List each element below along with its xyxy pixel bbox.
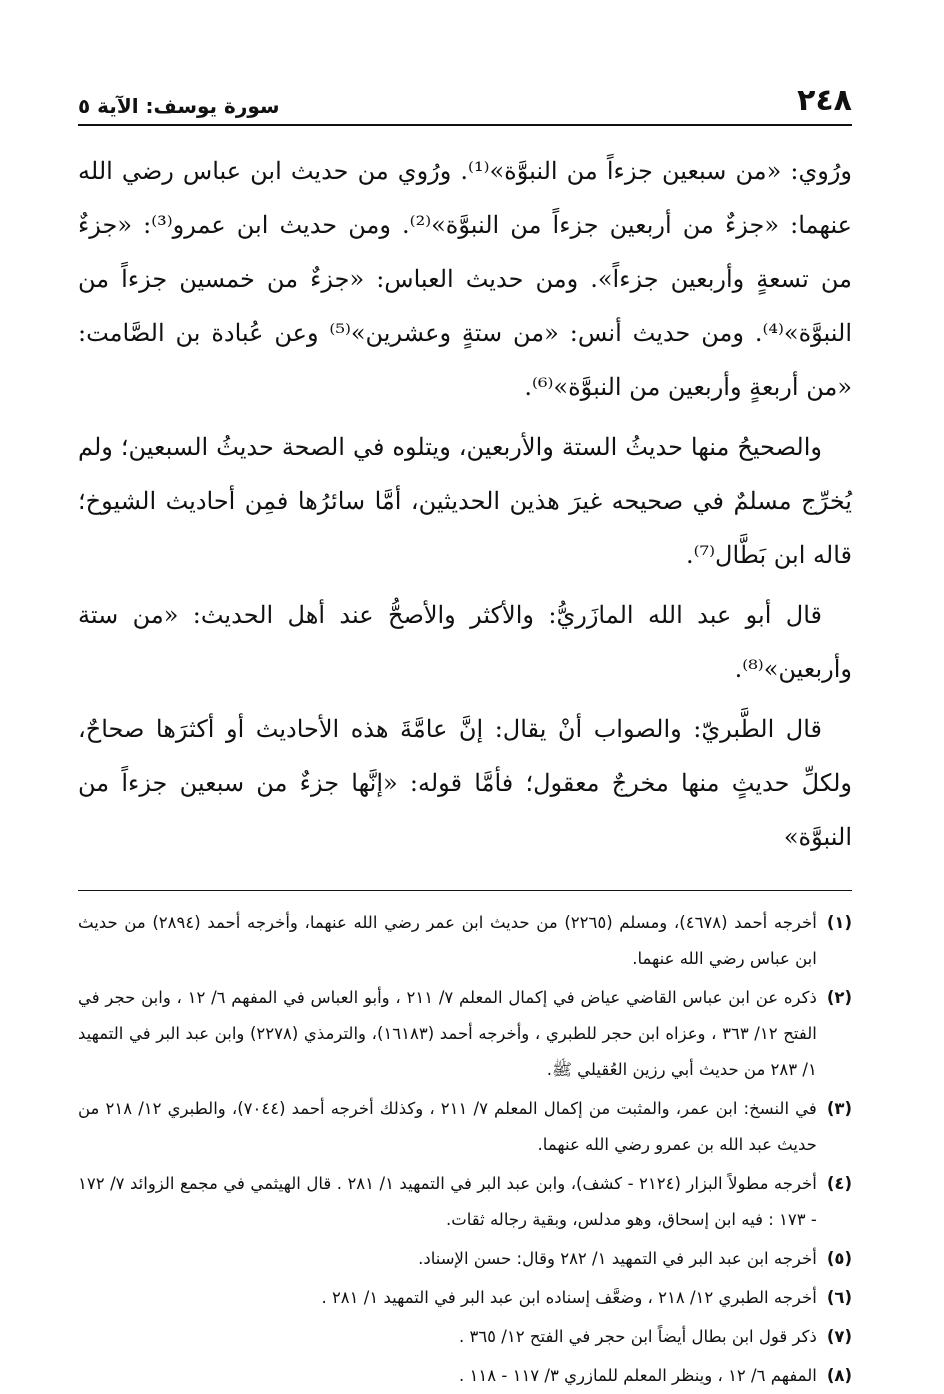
footnote [78, 1091, 852, 1163]
footnote-number: (٤) [826, 1174, 852, 1193]
footnote [78, 1358, 852, 1394]
paragraph: قال أبو عبد الله المازَريُّ: والأكثر والأصحُّ عند أهل الحديث: «من ستة وأربعين»⁽⁸⁾. [78, 601, 852, 683]
footnote-text: ذكر قول ابن بطال أيضاً ابن حجر في الفتح ١٢/ ٣٦٥ . [458, 1327, 817, 1346]
footnote-text: في النسخ: ابن عمر، والمثبت من إكمال المعلم ٧/ ٢١١ ، وكذلك أخرجه أحمد (٧٠٤٤)، والطبري ١٢/ ٢١٨ من حديث عبد الله بن عمرو رضي الله عنهما. [78, 1099, 817, 1154]
footnote-text: أخرجه مطولاً البزار (٢١٢٤ - كشف)، وابن عبد البر في التمهيد ١/ ٢٨١ . قال الهيثمي في مجمع الزوائد ٧/ ١٧٢ - ١٧٣ : فيه ابن إسحاق، وهو مدلس، وبقية رجاله ثقات. [78, 1174, 817, 1229]
footnote [78, 1166, 852, 1238]
footnote [78, 1241, 852, 1277]
footnote-number: (٥) [826, 1249, 852, 1268]
footnote-text: أخرجه ابن عبد البر في التمهيد ١/ ٢٨٢ وقال: حسن الإسناد. [418, 1249, 817, 1268]
page-number: ٢٤٨ [797, 83, 852, 118]
footnote [78, 905, 852, 977]
paragraph: والصحيحُ منها حديثُ الستة والأربعين، ويتلوه في الصحة حديثُ السبعين؛ ولم يُخرِّج مسلمٌ في صحيحه غيرَ هذين الحديثين، أمَّا سائرُها فمِن أحاديث الشيوخ؛ قاله ابن بَطَّال⁽⁷⁾. [78, 433, 852, 569]
footnote [78, 1280, 852, 1316]
footnote-text: المفهم ٦/ ١٢ ، وينظر المعلم للمازري ٣/ ١١٧ - ١١٨ . [459, 1366, 817, 1385]
footnote-number: (٣) [826, 1099, 852, 1118]
main-text [78, 144, 852, 864]
paragraph: ورُوي: «من سبعين جزءاً من النبوَّة»⁽¹⁾. ورُوي من حديث ابن عباس رضي الله عنهما: «جزءٌ من أربعين جزءاً من النبوَّة»⁽²⁾. ومن حديث ابن عمرو⁽³⁾: «جزءٌ من تسعةٍ وأربعين جزءاً». ومن حديث العباس: «جزءٌ من خمسين جزءاً من النبوَّة»⁽⁴⁾. ومن حديث أنس: «من ستةٍ وعشرين»⁽⁵⁾ وعن عُبادة بن الصَّامت: «من أربعةٍ وأربعين من النبوَّة»⁽⁶⁾. [78, 157, 853, 401]
footnote-number: (٨) [826, 1366, 852, 1385]
footnote-separator [78, 890, 852, 891]
footnote-text: ذكره عن ابن عباس القاضي عياض في إكمال المعلم ٧/ ٢١١ ، وأبو العباس في المفهم ٦/ ١٢ ، وابن حجر في الفتح ١٢/ ٣٦٣ ، وعزاه ابن حجر للطبري ، وأخرجه أحمد (١٦١٨٣)، والترمذي (٢٢٧٨) وابن عبد البر في التمهيد ١/ ٢٨٣ من حديث أبي رزين العُقيلي ﷺ. [78, 988, 817, 1079]
footnote [78, 1319, 852, 1355]
footnote-number: (١) [826, 913, 852, 932]
running-title: سورة يوسف: الآية ٥ [78, 94, 280, 118]
footnote-number: (٧) [826, 1327, 852, 1346]
page-header [78, 78, 852, 126]
footnote-number: (٢) [826, 988, 852, 1007]
footnotes [78, 905, 852, 1394]
footnote-number: (٦) [826, 1288, 852, 1307]
footnote-text: أخرجه الطبري ١٢/ ٢١٨ ، وضعَّف إسناده ابن عبد البر في التمهيد ١/ ٢٨١ . [321, 1288, 817, 1307]
footnote [78, 980, 852, 1088]
footnote-text: أخرجه أحمد (٤٦٧٨)، ومسلم (٢٢٦٥) من حديث ابن عمر رضي الله عنهما، وأخرجه أحمد (٢٨٩٤) من حديث ابن عباس رضي الله عنهما. [78, 913, 817, 968]
paragraph: قال الطَّبريّ: والصواب أنْ يقال: إنَّ عامَّةَ هذه الأحاديث أو أكثرَها صحاحٌ، ولكلِّ حديثٍ منها مخرجٌ معقول؛ فأمَّا قوله: «إنَّها جزءٌ من سبعين جزءاً من النبوَّة» [78, 715, 852, 851]
